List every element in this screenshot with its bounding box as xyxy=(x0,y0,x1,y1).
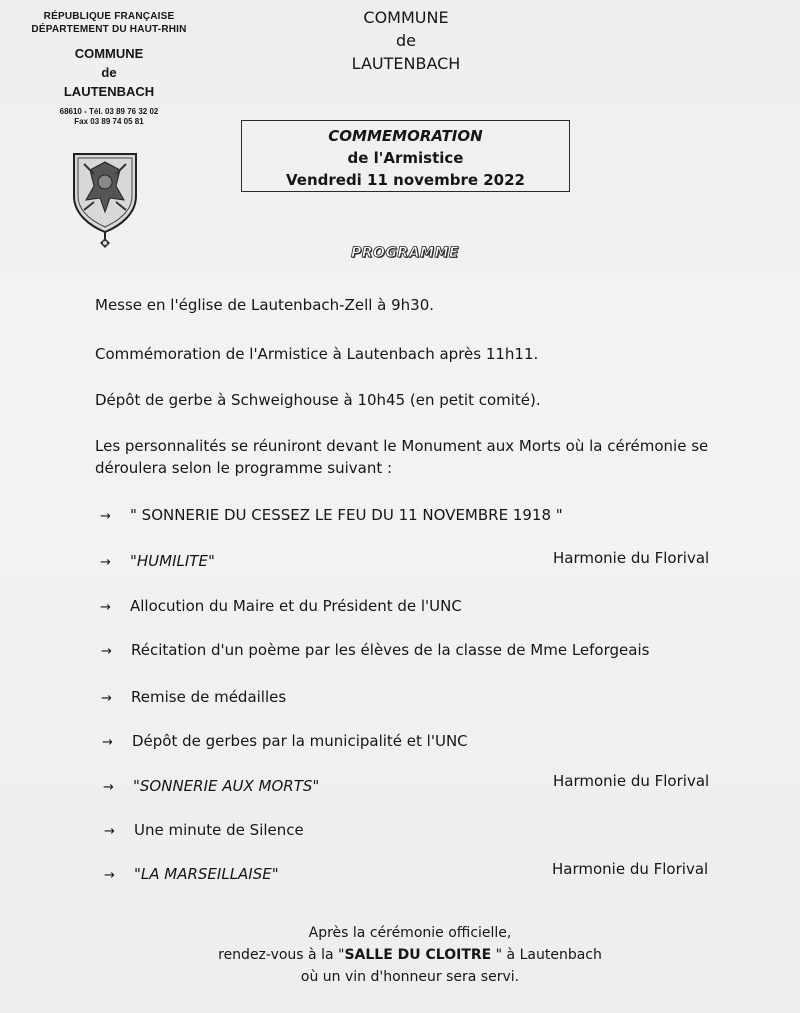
program-item xyxy=(100,596,462,618)
letterhead xyxy=(24,10,194,127)
program-item-label: "HUMILITE" xyxy=(130,552,215,570)
letterhead-department: DÉPARTEMENT DU HAUT-RHIN xyxy=(31,24,187,35)
coat-of-arms-icon xyxy=(70,150,140,250)
arrow-icon: → xyxy=(101,644,112,659)
footer-line3: où un vin d'honneur sera servi. xyxy=(300,969,520,985)
header-commune xyxy=(306,6,506,75)
program-item xyxy=(102,731,468,753)
footer-venue: SALLE DU CLOITRE xyxy=(344,947,492,963)
letterhead-commune-line2: de xyxy=(101,65,117,80)
program-item-label: Remise de médailles xyxy=(131,688,287,706)
footer-note xyxy=(180,922,640,988)
title-box xyxy=(241,120,570,192)
program-item xyxy=(100,551,215,573)
program-item xyxy=(100,505,563,527)
programme-heading: PROGRAMME xyxy=(351,245,459,261)
program-item-label: Récitation d'un poème par les élèves de la classe de Mme Leforgeais xyxy=(131,641,650,659)
letterhead-contact xyxy=(24,107,194,127)
title-line2: de l'Armistice xyxy=(347,149,464,167)
letterhead-commune-line1: COMMUNE xyxy=(74,46,144,61)
header-line3: LAUTENBACH xyxy=(351,54,461,73)
intro-personnalites-line2: déroulera selon le programme suivant : xyxy=(95,459,393,477)
arrow-icon: → xyxy=(103,780,114,795)
letterhead-republic: RÉPUBLIQUE FRANÇAISE xyxy=(43,11,175,22)
program-item xyxy=(104,820,304,842)
intro-messe: Messe en l'église de Lautenbach-Zell à 9h30. xyxy=(95,296,435,314)
program-item-performer: Harmonie du Florival xyxy=(552,860,709,878)
program-item-label: " SONNERIE DU CESSEZ LE FEU DU 11 NOVEMBRE 1918 " xyxy=(130,506,563,524)
intro-personnalites xyxy=(95,435,708,479)
footer-line2 xyxy=(180,944,640,966)
intro-depot: Dépôt de gerbe à Schweighouse à 10h45 (en petit comité). xyxy=(95,391,541,409)
footer-line1: Après la cérémonie officielle, xyxy=(308,925,512,941)
header-line2: de xyxy=(396,31,416,50)
letterhead-commune-line3: LAUTENBACH xyxy=(63,84,155,99)
program-item xyxy=(101,687,286,709)
program-item-performer: Harmonie du Florival xyxy=(553,549,710,567)
header-line1: COMMUNE xyxy=(363,8,449,27)
letterhead-fax: Fax 03 89 74 05 81 xyxy=(74,117,144,126)
program-item-label: "LA MARSEILLAISE" xyxy=(134,865,279,883)
program-item-label: "SONNERIE AUX MORTS" xyxy=(133,777,320,795)
title-line1: COMMEMORATION xyxy=(328,127,483,145)
title-line3: Vendredi 11 novembre 2022 xyxy=(286,171,525,189)
program-item-label: Une minute de Silence xyxy=(134,821,304,839)
footer-line2-suffix: " à Lautenbach xyxy=(491,947,602,963)
program-item xyxy=(101,640,649,662)
arrow-icon: → xyxy=(100,600,111,615)
program-item xyxy=(104,864,279,886)
arrow-icon: → xyxy=(101,691,112,706)
arrow-icon: → xyxy=(100,555,111,570)
arrow-icon: → xyxy=(102,735,113,750)
intro-commemoration: Commémoration de l'Armistice à Lautenbach après 11h11. xyxy=(95,345,539,363)
program-item xyxy=(103,776,319,798)
program-item-performer: Harmonie du Florival xyxy=(553,772,710,790)
arrow-icon: → xyxy=(104,824,115,839)
intro-personnalites-line1: Les personnalités se réuniront devant le Monument aux Morts où la cérémonie se xyxy=(95,437,709,455)
letterhead-phone: 68610 - Tél. 03 89 76 32 02 xyxy=(59,107,159,116)
program-item-label: Dépôt de gerbes par la municipalité et l'UNC xyxy=(132,732,468,750)
arrow-icon: → xyxy=(104,868,115,883)
footer-line2-prefix: rendez-vous à la " xyxy=(218,947,345,963)
program-item-label: Allocution du Maire et du Président de l'UNC xyxy=(130,597,462,615)
arrow-icon: → xyxy=(100,509,111,524)
letterhead-commune xyxy=(24,44,194,101)
